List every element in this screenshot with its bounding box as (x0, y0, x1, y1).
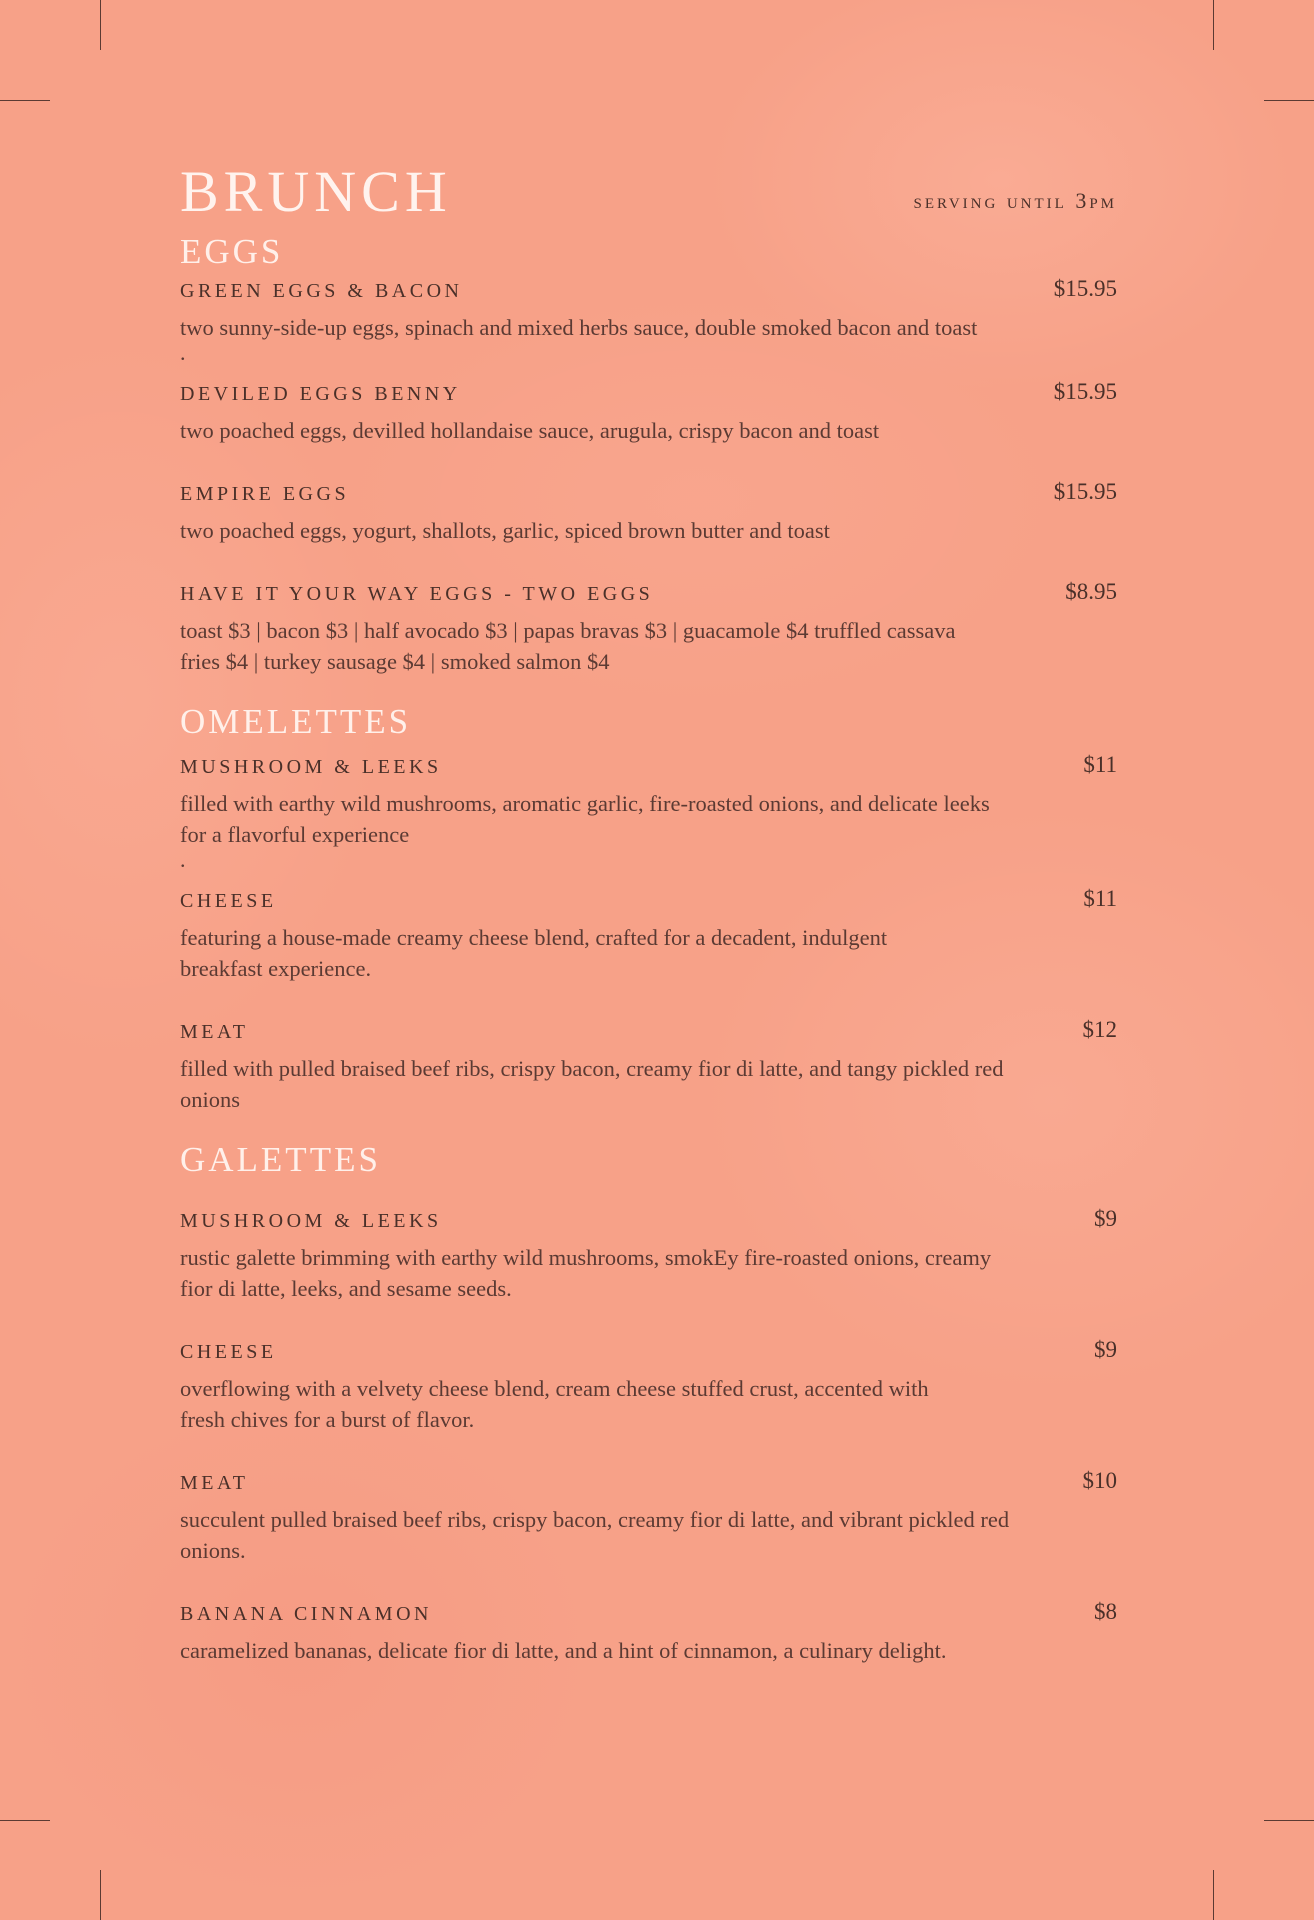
item-description: filled with earthy wild mushrooms, aromatic garlic, fire-roasted onions, and delicate leeks for a flavorful experience (180, 791, 990, 847)
menu-item (180, 479, 1117, 546)
item-name: MUSHROOM & LEEKS (180, 1210, 442, 1232)
section-galettes (180, 1140, 1117, 1666)
menu-item (180, 1017, 1117, 1115)
item-name: MUSHROOM & LEEKS (180, 756, 442, 778)
item-name: BANANA CINNAMON (180, 1603, 432, 1625)
item-description: filled with pulled braised beef ribs, crispy bacon, creamy fior di latte, and tangy pickled red onions (180, 1056, 1004, 1112)
section-title: OMELETTES (180, 702, 412, 741)
item-price: $12 (1082, 1017, 1117, 1042)
menu-item (180, 752, 1117, 872)
item-description: overflowing with a velvety cheese blend, cream cheese stuffed crust, accented with fresh chives for a burst of flavor. (180, 1376, 929, 1432)
serving-hours: serving until 3pm (913, 188, 1117, 213)
menu-item (180, 1337, 1117, 1435)
section-title: GALETTES (180, 1140, 381, 1179)
section-eggs (180, 232, 1117, 677)
item-price: $8.95 (1065, 579, 1117, 604)
item-price: $11 (1083, 886, 1117, 911)
item-price: $15.95 (1053, 276, 1117, 301)
menu-item (180, 1206, 1117, 1304)
item-price: $15.95 (1053, 379, 1117, 404)
separator-dot: . (180, 340, 186, 365)
menu-item (180, 1599, 1117, 1666)
item-name: GREEN EGGS & BACON (180, 280, 463, 302)
item-price: $15.95 (1053, 479, 1117, 504)
item-name: MEAT (180, 1021, 249, 1043)
menu-item (180, 379, 1117, 446)
crop-mark (1213, 0, 1214, 50)
crop-mark (1264, 1820, 1314, 1821)
section-omelettes (180, 702, 1117, 1115)
menu-page (180, 150, 1117, 1666)
menu-item (180, 276, 1117, 365)
item-name: DEVILED EGGS BENNY (180, 383, 461, 405)
crop-mark (1213, 1870, 1214, 1920)
crop-mark (1264, 100, 1314, 101)
item-description: rustic galette brimming with earthy wild mushrooms, smokEy fire-roasted onions, creamy fior di latte, leeks, and sesame seeds. (180, 1245, 992, 1301)
item-description: toast $3 | bacon $3 | half avocado $3 | papas bravas $3 | guacamole $4 truffled cassava fries $4 | turkey sausage $4 | smoked salmon $4 (180, 618, 956, 674)
menu-title: BRUNCH (180, 159, 452, 224)
item-price: $9 (1094, 1206, 1117, 1231)
item-name: CHEESE (180, 890, 277, 912)
item-description: featuring a house-made creamy cheese blend, crafted for a decadent, indulgent breakfast experience. (180, 925, 888, 981)
item-price: $10 (1082, 1468, 1117, 1493)
menu-item (180, 1468, 1117, 1566)
menu-item (180, 886, 1117, 984)
item-name: CHEESE (180, 1341, 277, 1363)
menu-header (180, 150, 1117, 230)
item-price: $9 (1094, 1337, 1117, 1362)
item-description: two poached eggs, yogurt, shallots, garlic, spiced brown butter and toast (180, 518, 830, 543)
item-price: $11 (1083, 752, 1117, 777)
item-name: EMPIRE EGGS (180, 483, 350, 505)
item-description: two sunny-side-up eggs, spinach and mixed herbs sauce, double smoked bacon and toast (180, 315, 978, 340)
menu-item (180, 579, 1117, 677)
item-description: succulent pulled braised beef ribs, crispy bacon, creamy fior di latte, and vibrant pickled red onions. (180, 1507, 1010, 1563)
section-title: EGGS (180, 232, 284, 271)
crop-mark (0, 100, 50, 101)
item-description: caramelized bananas, delicate fior di latte, and a hint of cinnamon, a culinary delight. (180, 1638, 947, 1663)
crop-mark (0, 1820, 50, 1821)
crop-mark (100, 0, 101, 50)
item-price: $8 (1094, 1599, 1117, 1624)
item-name: HAVE IT YOUR WAY EGGS - TWO EGGS (180, 583, 654, 605)
item-description: two poached eggs, devilled hollandaise sauce, arugula, crispy bacon and toast (180, 418, 880, 443)
crop-mark (100, 1870, 101, 1920)
separator-dot: . (180, 847, 186, 872)
item-name: MEAT (180, 1472, 249, 1494)
